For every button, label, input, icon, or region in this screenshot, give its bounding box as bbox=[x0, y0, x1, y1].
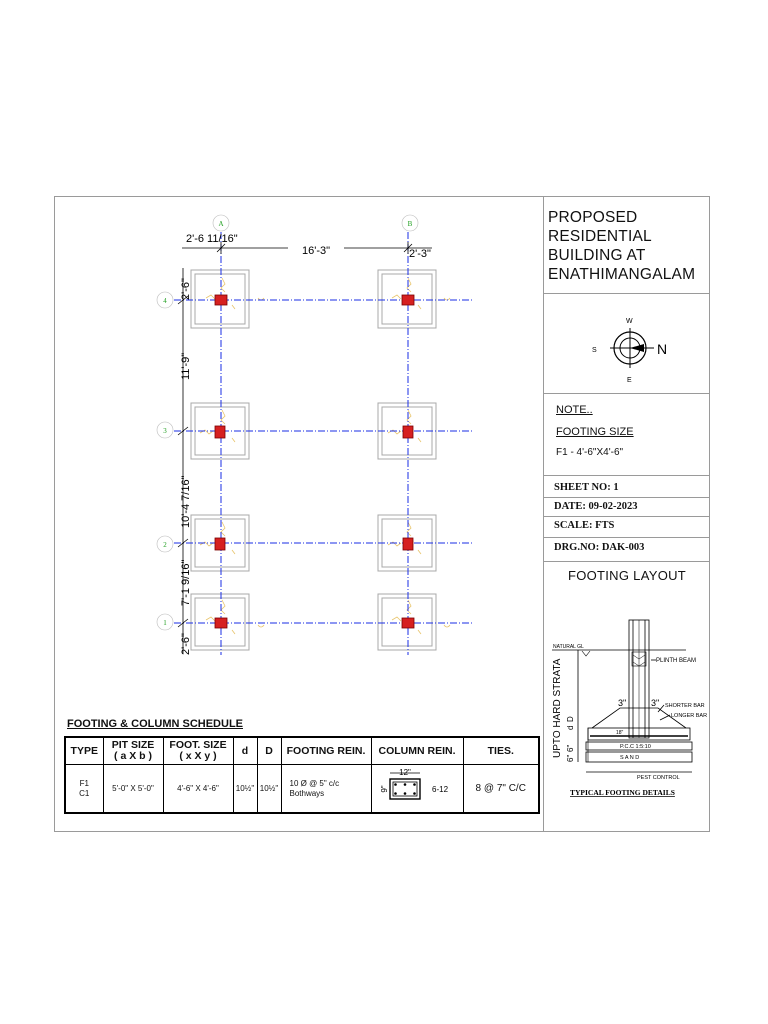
hatch-A1 bbox=[206, 600, 264, 634]
detail-right-clear: 3" bbox=[651, 698, 660, 708]
column-B2 bbox=[403, 538, 413, 550]
column-A1 bbox=[215, 618, 227, 628]
dim-right-offset: 2'-3" bbox=[409, 248, 431, 260]
header-ties: TIES. bbox=[463, 737, 539, 765]
type-c1: C1 bbox=[79, 788, 90, 798]
column-A2 bbox=[215, 538, 225, 550]
grid-bubble-B-label: B bbox=[407, 220, 413, 228]
compass-w: W bbox=[626, 318, 633, 325]
compass-s: S bbox=[592, 347, 597, 354]
type-f1: F1 bbox=[79, 778, 89, 788]
dim-v-bottom: 2'-6" bbox=[180, 633, 192, 655]
schedule-title: FOOTING & COLUMN SCHEDULE bbox=[67, 718, 243, 730]
hatch-B1 bbox=[392, 600, 450, 634]
dim-v-2-1: 7'-1 9/16" bbox=[180, 559, 192, 606]
dim-v-top: 2'-6" bbox=[180, 278, 192, 300]
column-B1 bbox=[402, 618, 414, 628]
grid-bubbles bbox=[157, 215, 418, 630]
detail-18: 18" bbox=[616, 730, 624, 736]
column-depth-label: 9" bbox=[380, 785, 389, 793]
cell-ties: 8 @ 7" C/C bbox=[463, 765, 539, 814]
hatch-marks bbox=[200, 278, 450, 634]
column-bars-label: 6-12 bbox=[432, 785, 449, 794]
detail-plinth-beam: PLINTH BEAM bbox=[656, 658, 697, 664]
detail-six-a: 6" bbox=[566, 744, 575, 752]
column-B4 bbox=[402, 295, 414, 305]
detail-strata: UPTO HARD STRATA bbox=[552, 658, 563, 758]
detail-pcc: P.C.C 1:5:10 bbox=[620, 744, 651, 750]
column-B3 bbox=[403, 426, 413, 438]
grid-bubble-1-label: 1 bbox=[163, 619, 167, 627]
detail-shorter-bar: SHORTER BAR bbox=[665, 703, 705, 709]
header-pit-size-label: PIT SIZE bbox=[111, 739, 155, 751]
dim-left-offset: 2'-6 11/16" bbox=[186, 233, 238, 245]
project-title-line: RESIDENTIAL bbox=[548, 228, 652, 245]
dim-span-ab: 16'-3" bbox=[301, 245, 331, 257]
detail-longer-bar: LONGER BAR bbox=[671, 713, 708, 719]
cell-D: 10½" bbox=[257, 765, 281, 814]
hatch-B4 bbox=[392, 278, 450, 309]
sheet-number: SHEET NO: 1 bbox=[554, 482, 619, 493]
dim-v-4-3: 11'-9" bbox=[180, 352, 192, 380]
header-type: TYPE bbox=[65, 737, 103, 765]
detail-caption: TYPICAL FOOTING DETAILS bbox=[570, 788, 675, 797]
note-subtitle: FOOTING SIZE bbox=[556, 426, 634, 438]
header-footing-rein: FOOTING REIN. bbox=[281, 737, 371, 765]
grid-bubble-A-label: A bbox=[218, 220, 224, 228]
column-width-label: 12" bbox=[399, 768, 411, 777]
footing-group bbox=[191, 270, 436, 650]
grid-bubble-2-label: 2 bbox=[163, 541, 167, 549]
dim-v-3-2: 10'-4 7/16" bbox=[180, 475, 192, 528]
cell-foot-size: 4'-6" X 4'-6" bbox=[163, 765, 233, 814]
footing-rein-direction: Bothways bbox=[289, 788, 325, 798]
compass-e: E bbox=[627, 377, 632, 384]
header-foot-size-sub: ( x X y ) bbox=[179, 750, 217, 762]
sheet-scale: SCALE: FTS bbox=[554, 520, 615, 531]
project-title-line: PROPOSED bbox=[548, 209, 638, 226]
detail-pest: PEST CONTROL bbox=[637, 775, 680, 781]
footing-layout-title: FOOTING LAYOUT bbox=[567, 568, 687, 583]
detail-natural-gl: NATURAL GL bbox=[553, 644, 584, 650]
header-D: D bbox=[257, 737, 281, 765]
footing-rein-spacing: 10 Ø @ 5" c/c bbox=[289, 778, 340, 788]
note-title: NOTE.. bbox=[556, 404, 593, 416]
cell-pit-size: 5'-0" X 5'-0" bbox=[103, 765, 163, 814]
header-d: d bbox=[233, 737, 257, 765]
sheet-date: DATE: 09-02-2023 bbox=[554, 501, 638, 512]
header-column-rein: COLUMN REIN. bbox=[371, 737, 463, 765]
detail-sand: S A N D bbox=[620, 755, 640, 761]
columns bbox=[215, 295, 414, 628]
detail-d: d bbox=[566, 725, 575, 730]
grid-bubble-3-label: 3 bbox=[163, 427, 167, 435]
column-A3 bbox=[215, 426, 225, 438]
detail-six-b: 6" bbox=[566, 754, 575, 762]
compass-icon bbox=[592, 318, 667, 384]
note-footing-size: F1 - 4'-6"X4'-6" bbox=[556, 447, 624, 458]
cell-d: 10½" bbox=[233, 765, 257, 814]
grid-bubble-4-label: 4 bbox=[163, 297, 167, 305]
header-foot-size-label: FOOT. SIZE bbox=[169, 739, 227, 751]
project-title-line: ENATHIMANGALAM bbox=[548, 266, 696, 283]
drawing-number: DRG.NO: DAK-003 bbox=[554, 542, 645, 553]
project-title-line: BUILDING AT bbox=[548, 247, 646, 264]
compass-n: N bbox=[657, 341, 668, 357]
header-pit-size-sub: ( a X b ) bbox=[114, 750, 152, 762]
detail-left-clear: 3" bbox=[618, 698, 627, 708]
detail-D: D bbox=[566, 716, 575, 722]
column-A4 bbox=[215, 295, 227, 305]
